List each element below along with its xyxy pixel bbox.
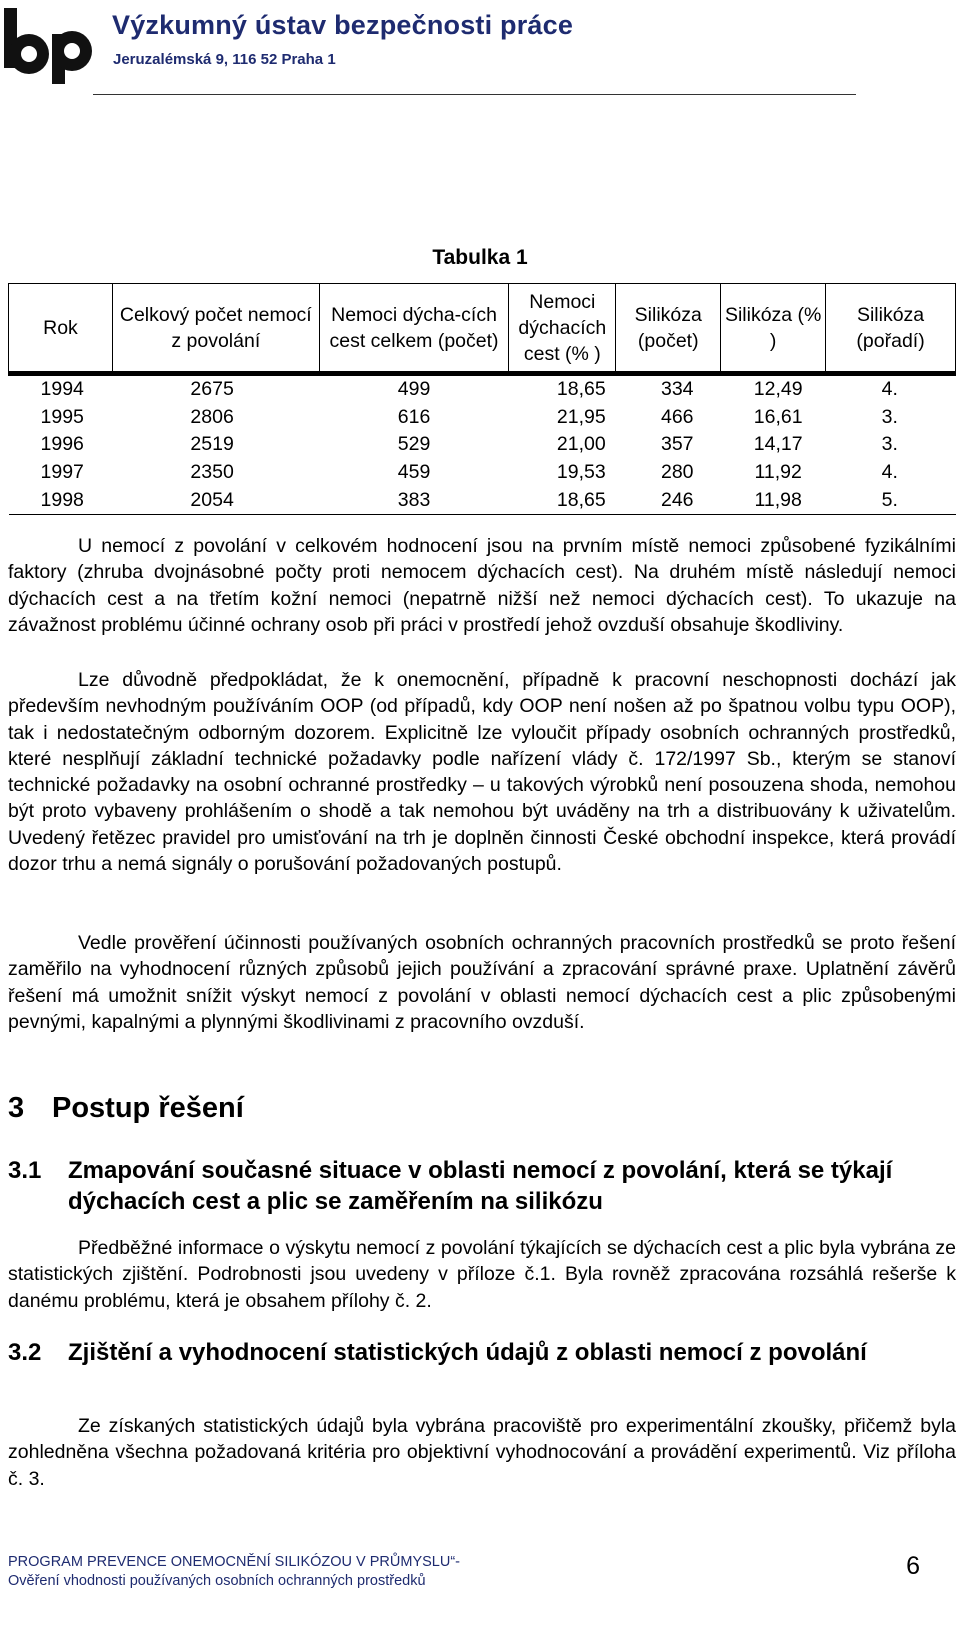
footer-program-title (8, 1553, 460, 1591)
table-cell: 1995 (40, 405, 84, 428)
table-cell: 12,49 (753, 378, 803, 401)
paragraph-oop-usage: Lze důvodně předpokládat, že k onemocnění, případně k pracovní neschopnosti dochází jak především nevhodným používáním OOP (od případů, kdy OOP není nošen až po špatnou volbu typu OOP), tak i nedostatečným odborným dozorem. Explicitně lze vyloučit případy osobních ochranných prostředků, které nesplňují základní technické požadavky podle nařízení vlády č. 172/1997 Sb., kterým se stanoví technické požadavky na osobní ochranné prostředky – u takových výrobků není posouzena shoda, nemohou být proto vybaveny prohlášením o shodě a tak nemohou být uváděny na trh a distribuovány k uživatelům. Uvedený řetězec pravidel pro umisťování na trh je doplněn činnosti České obchodní inspekce, která provádí dozor trhu a nemá signály o porušování požadovaných postupů. (8, 669, 956, 876)
footer-line: PROGRAM PREVENCE ONEMOCNĚNÍ SILIKÓZOU V PRŮMYSLU“- (8, 1554, 460, 1570)
table-cell: 2675 (190, 378, 234, 401)
table-cell: 499 (397, 378, 431, 401)
table-cell: 383 (319, 486, 509, 514)
table-cell: 1997 (40, 461, 84, 484)
page-number: 6 (906, 1552, 920, 1580)
table-cell: 1998 (9, 486, 113, 514)
table-cell: 18,65 (509, 486, 616, 514)
section-title: Postup řešení (52, 1092, 244, 1124)
section-title: Zjištění a vyhodnocení statistických údajů z oblasti nemocí z povolání (68, 1339, 867, 1366)
table-title: Tabulka 1 (432, 246, 528, 269)
table-cell: 459 (397, 461, 431, 484)
table-cell: 16,61 (753, 405, 803, 428)
table-row (9, 431, 956, 459)
section-number: 3.1 (8, 1157, 42, 1184)
table-cell: 11,98 (721, 486, 826, 514)
section-3-heading (8, 1092, 244, 1125)
table-cell: 4. (881, 378, 898, 401)
table-cell: 466 (660, 405, 694, 428)
organization-name: Výzkumný ústav bezpečnosti práce (112, 10, 574, 40)
table-row (9, 404, 956, 432)
table-row (9, 374, 956, 404)
table-cell: 529 (397, 433, 431, 456)
table-cell: 3. (881, 405, 898, 428)
column-header: Nemoci dýcha-cích cest celkem (počet) (319, 284, 509, 374)
paragraph-solution-focus: Vedle prověření účinnosti používaných osobních ochranných pracovních prostředků se proto řešení zaměřilo na vyhodnocení různých způsobů jejich používání a zpracování správné praxe. Uplatnění závěrů řešení má umožnit snížit výskyt nemocí z povolání v oblasti nemocí dýchacích cest a plic způsobenými pevnými, kapalnými a plynnými škodlivinami z pracovního ovzduší. (8, 932, 956, 1033)
section-number: 3.2 (8, 1339, 42, 1366)
table-cell: 2350 (190, 461, 234, 484)
table-row (9, 459, 956, 487)
table-cell: 246 (616, 486, 721, 514)
section-number: 3 (8, 1092, 25, 1124)
section-3-2-heading (8, 1337, 956, 1368)
table-cell: 14,17 (753, 433, 803, 456)
vubp-logo (0, 4, 100, 84)
header-divider (93, 94, 856, 95)
table-header-row (9, 284, 956, 374)
table-cell: 5. (826, 486, 956, 514)
section-3-2-text: Ze získaných statistických údajů byla vybrána pracoviště pro experimentální zkoušky, přičemž byla zohledněna všechna požadovaná kritéria pro objektivní vyhodnocování a provádění experimentů. Viz příloha č. 3. (8, 1415, 956, 1490)
table-cell: 334 (660, 378, 694, 401)
column-header: Silikóza (pořadí) (826, 284, 956, 374)
table-cell: 1994 (40, 378, 84, 401)
table-cell: 280 (660, 461, 694, 484)
organization-address: Jeruzalémská 9, 116 52 Praha 1 (113, 51, 336, 68)
section-title: Zmapování současné situace v oblasti nemocí z povolání, která se týkají dýchacích cest a plic se zaměřením na silikózu (68, 1157, 893, 1215)
footer-line: Ověření vhodnosti používaných osobních ochranných prostředků (8, 1573, 426, 1589)
table-cell: 4. (881, 461, 898, 484)
column-header: Nemoci dýchacích cest (% ) (509, 284, 616, 374)
table-cell: 21,00 (556, 433, 606, 456)
silicosis-table (8, 283, 956, 515)
table-cell: 357 (660, 433, 694, 456)
table-cell: 11,92 (754, 461, 802, 484)
column-header: Celkový počet nemocí z povolání (112, 284, 319, 374)
column-header: Rok (9, 284, 113, 374)
table-cell: 3. (881, 433, 898, 456)
table-cell: 21,95 (556, 405, 606, 428)
column-header: Silikóza (počet) (616, 284, 721, 374)
column-header: Silikóza (% ) (721, 284, 826, 374)
table-cell: 1996 (40, 433, 84, 456)
table-cell: 2054 (112, 486, 319, 514)
table-cell: 18,65 (556, 378, 606, 401)
table-cell: 19,53 (556, 461, 606, 484)
table-row (9, 486, 956, 514)
section-3-1-heading (8, 1155, 956, 1217)
table-cell: 2806 (190, 405, 234, 428)
table-cell: 616 (397, 405, 431, 428)
section-3-1-text: Předběžné informace o výskytu nemocí z povolání týkajících se dýchacích cest a plic byla vybrána ze statistických zjištění. Podrobnosti jsou uvedeny v příloze č.1. Byla rovněž zpracována rozsáhlá rešerše k danému problému, která je obsahem přílohy č. 2. (8, 1237, 956, 1312)
table-cell: 2519 (190, 433, 234, 456)
paragraph-occupational-diseases: U nemocí z povolání v celkovém hodnocení jsou na prvním místě nemoci způsobené fyzikálními faktory (zhruba dvojnásobné počty proti nemocem dýchacích cest). Na druhém místě následují nemoci dýchacích cest a na třetím kožní nemoci (nepatrně nižší než nemoci dýchacích cest). To ukazuje na závažnost problému účinné ochrany osob při práci v prostředí jehož ovzduší obsahuje škodliviny. (8, 535, 956, 636)
